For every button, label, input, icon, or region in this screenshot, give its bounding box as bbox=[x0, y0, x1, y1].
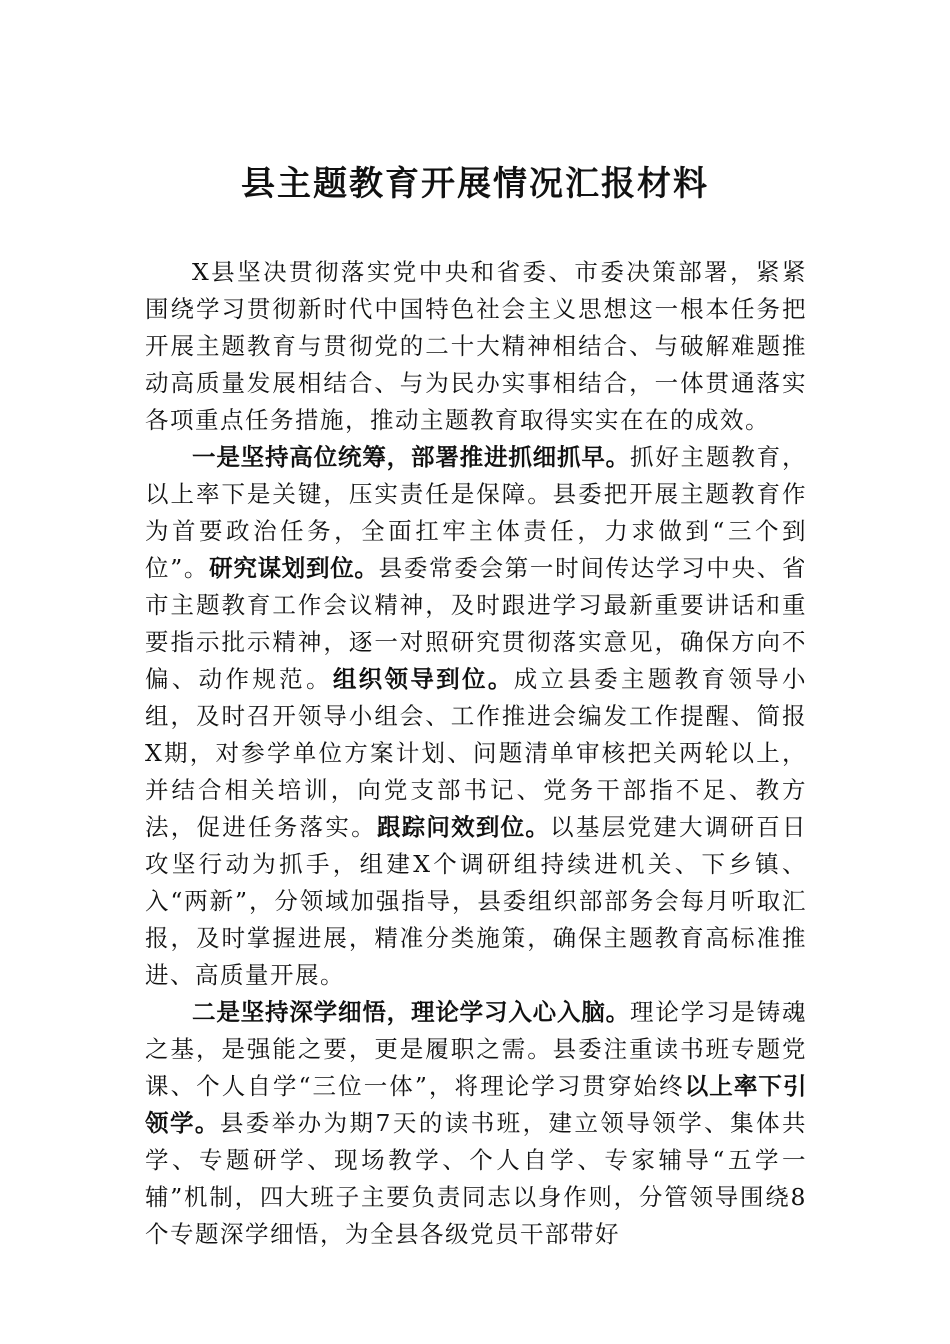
paragraph-text: 县委常委会第一时间传达学习中央、省市主题教育工作会议精神，及时跟进学习最新重要讲话和重要指示批示精神，逐一对照研究贯彻落实意见，确保方向不偏、动作规范。 bbox=[145, 554, 808, 693]
section-one-paragraph bbox=[145, 439, 807, 994]
subheading: 组织领导到位。 bbox=[332, 665, 514, 693]
subheading: 研究谋划到位。 bbox=[209, 554, 379, 582]
section-heading: 一是坚持高位统筹，部署推进抓细抓早。 bbox=[192, 443, 630, 471]
paragraph-text: 成立县委主题教育领导小组，及时召开领导小组会、工作推进会编发工作提醒、简报X期，对参学单位方案计划、问题清单审核把关两轮以上，并结合相关培训，向党支部书记、党务干部指不足、教方法，促进任务落实。 bbox=[145, 665, 808, 841]
section-heading: 二是坚持深学细悟，理论学习入心入脑。 bbox=[192, 998, 630, 1026]
paragraph-text: 县委举办为期7天的读书班，建立领导领学、集体共学、专题研学、现场教学、个人自学、专家辅导“五学一辅”机制，四大班子主要负责同志以身作则，分管领导围绕8个专题深学细悟，为全县各级党员干部带好 bbox=[145, 1109, 808, 1248]
section-two-paragraph bbox=[145, 994, 807, 1253]
paragraph-text: 以基层党建大调研百日攻坚行动为抓手，组建X个调研组持续进机关、下乡镇、入“两新”，分领域加强指导，县委组织部部务会每月听取汇报，及时掌握进展，精准分类施策，确保主题教育高标准推进、高质量开展。 bbox=[145, 813, 808, 989]
intro-paragraph bbox=[145, 254, 807, 439]
paragraph-text: X县坚决贯彻落实党中央和省委、市委决策部署，紧紧围绕学习贯彻新时代中国特色社会主义思想这一根本任务把开展主题教育与贯彻党的二十大精神相结合、与破解难题推动高质量发展相结合、与为民办实事相结合，一体贯通落实各项重点任务措施，推动主题教育取得实实在在的成效。 bbox=[145, 258, 807, 434]
paragraph-text: 理论学习是铸魂之基，是强能之要，更是履职之需。县委注重读书班专题党课、个人自学“三位一体”，将理论学习贯穿始终 bbox=[145, 998, 807, 1100]
subheading: 跟踪问效到位。 bbox=[376, 813, 551, 841]
subheading: 以上率下引领学。 bbox=[145, 1072, 808, 1137]
paragraph-text: 抓好主题教育，以上率下是关键，压实责任是保障。县委把开展主题教育作为首要政治任务，全面扛牢主体责任，力求做到“三个到位”。 bbox=[145, 443, 807, 582]
document-body bbox=[145, 254, 807, 1253]
document-title: 县主题教育开展情况汇报材料 bbox=[241, 164, 709, 204]
